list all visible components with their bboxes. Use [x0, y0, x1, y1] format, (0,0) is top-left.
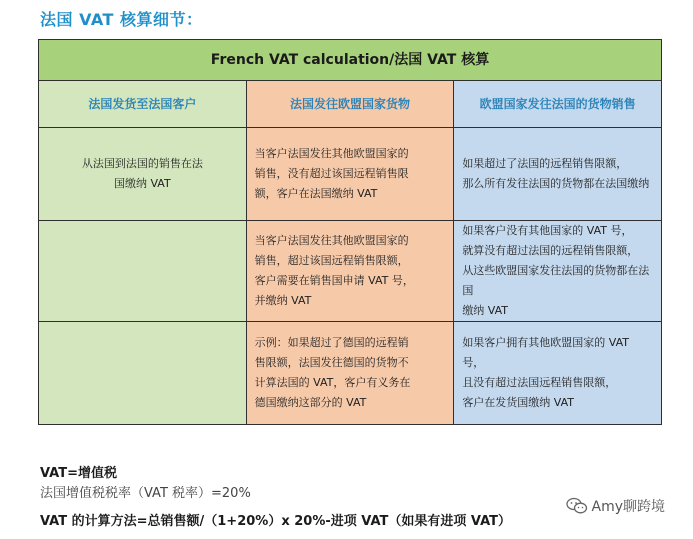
table-cell [246, 322, 454, 425]
vat-rate: 法国增值税税率（VAT 税率）=20% [40, 486, 251, 501]
watermark [566, 496, 666, 516]
table-row [39, 322, 662, 425]
table-cell [39, 221, 247, 322]
wechat-icon [566, 497, 588, 515]
cell-text: 示例：如果超过了德国的远程销 售限额，法国发往德国的货物不 计算法国的 VAT，客户有义务在 德国缴纳这部分的 VAT [254, 336, 411, 409]
table-cell [454, 221, 662, 322]
table-cell [454, 128, 662, 221]
page-heading: 法国 VAT 核算细节： [40, 10, 203, 29]
table-cell [39, 322, 247, 425]
table-title: French VAT calculation/法国 VAT 核算 [39, 40, 662, 81]
vat-calculation-table [38, 39, 662, 425]
cell-text: 当客户法国发往其他欧盟国家的 销售，超过该国远程销售限额， 客户需要在销售国申请 VAT 号， 并缴纳 VAT [254, 234, 414, 307]
table-row [39, 221, 662, 322]
cell-text: 如果客户拥有其他欧盟国家的 VAT 号， 且没有超过法国远程销售限额， 客户在发货国缴纳 VAT [462, 336, 630, 409]
table-cell [39, 128, 247, 221]
cell-text: 如果超过了法国的远程销售限额， 那么所有发往法国的货物都在法国缴纳 [462, 157, 650, 190]
cell-text: 如果客户没有其他国家的 VAT 号， 就算没有超过法国的远程销售限额， 从这些欧盟国家发往法国的货物都在法国 缴纳 VAT [462, 224, 650, 317]
table-row [39, 128, 662, 221]
cell-text: 当客户法国发往其他欧盟国家的 销售，没有超过该国远程销售限 额，客户在法国缴纳 VAT [254, 147, 409, 200]
table-cell [454, 322, 662, 425]
header-france-to-eu: 法国发往欧盟国家货物 [246, 81, 454, 128]
cell-text: 从法国到法国的销售在法 国缴纳 VAT [81, 157, 203, 190]
table-cell [246, 128, 454, 221]
vat-formula: VAT 的计算方法=总销售额/（1+20%）x 20%-进项 VAT（如果有进项 VAT） [40, 514, 511, 529]
watermark-text: Amy聊跨境 [591, 499, 665, 515]
header-eu-to-france: 欧盟国家发往法国的货物销售 [454, 81, 662, 128]
vat-definition: VAT=增值税 [40, 466, 117, 481]
table-cell [246, 221, 454, 322]
header-france-to-france: 法国发货至法国客户 [39, 81, 247, 128]
